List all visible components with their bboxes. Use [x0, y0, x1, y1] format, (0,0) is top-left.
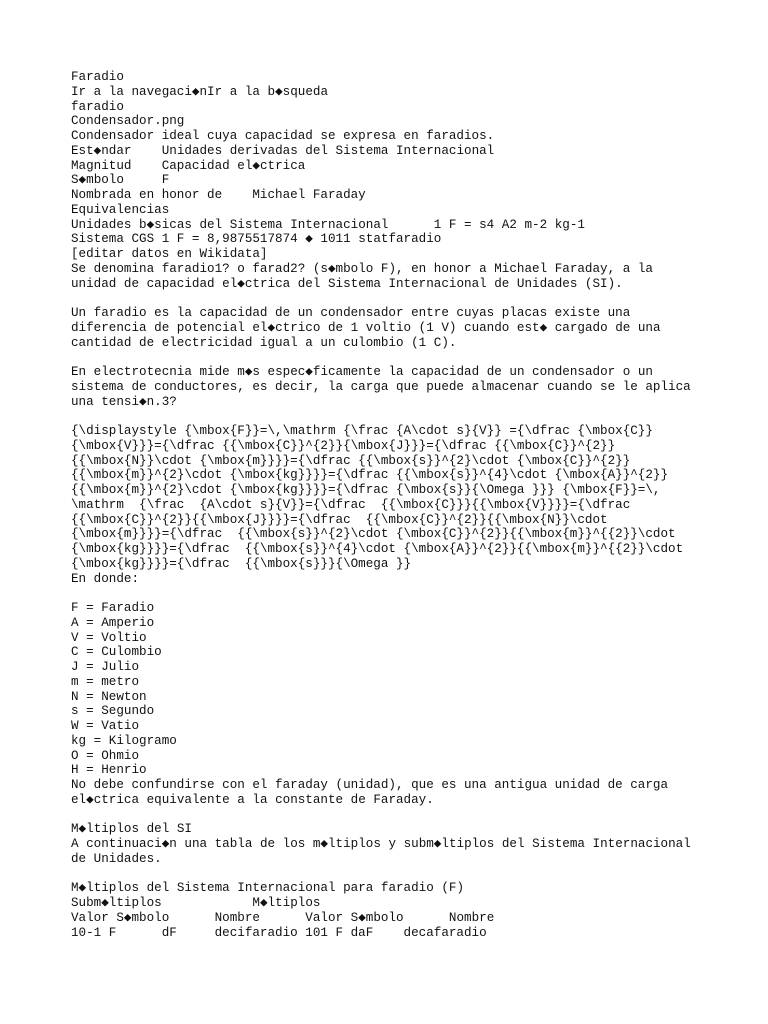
text-line: Magnitud Capacidad el◆ctrica [71, 158, 306, 173]
text-line: O = Ohmio [71, 748, 140, 763]
text-line: M◆ltiplos del Sistema Internacional para faradio (F) [71, 881, 465, 896]
text-line: kg = Kilogramo [71, 733, 177, 748]
text-line: {\mbox{V}}}={\dfrac {{\mbox{C}}^{2}}{\mbox{J}}}={\dfrac {{\mbox{C}}^{2}} [71, 438, 616, 453]
text-line: F = Faradio [71, 601, 155, 615]
text-line: {\mbox{m}}}}={\dfrac {{\mbox{s}}^{2}\cdot {\mbox{C}}^{2}}{{\mbox{m}}^{{2}}\cdot [71, 527, 676, 542]
text-line: {\mbox{kg}}}}={\dfrac {{\mbox{s}}}{\Omega }} [71, 556, 412, 571]
text-line: S◆mbolo F [71, 173, 170, 188]
text-line: Equivalencias [71, 202, 170, 217]
text-line: Se denomina faradio1? o farad2? (s◆mbolo F), en honor a Michael Faraday, a la [71, 261, 653, 276]
text-line: A = Amperio [71, 615, 155, 630]
text-line: {\displaystyle {\mbox{F}}=\,\mathrm {\frac {A\cdot s}{V}} ={\dfrac {\mbox{C}} [71, 424, 653, 438]
text-line: {{\mbox{C}}^{2}}{{\mbox{J}}}}={\dfrac {{\mbox{C}}^{2}}{{\mbox{N}}\cdot [71, 512, 608, 527]
text-line: {{\mbox{m}}^{2}\cdot {\mbox{kg}}}}={\dfrac {\mbox{s}}{\Omega }}} {\mbox{F}}=\, [71, 483, 661, 497]
text-line: una tensi◆n.3? [71, 394, 177, 409]
blank-line [71, 586, 711, 601]
text-line: Sistema CGS 1 F = 8,9875517874 ◆ 1011 statfaradio [71, 232, 442, 247]
text-line: J = Julio [71, 660, 140, 674]
blank-line [71, 808, 711, 823]
text-line: el◆ctrica equivalente a la constante de Faraday. [71, 792, 434, 807]
text-line: Unidades b◆sicas del Sistema Internacional 1 F = s4 A2 m-2 kg-1 [71, 217, 585, 232]
text-line: Un faradio es la capacidad de un condensador entre cuyas placas existe una [71, 306, 631, 320]
text-line: s = Segundo [71, 704, 155, 719]
blank-line [71, 409, 711, 424]
document-text [71, 70, 711, 940]
text-line: 10-1 F dF decifaradio 101 F daF decafaradio [71, 925, 487, 940]
text-line: cantidad de electricidad igual a un culombio (1 C). [71, 335, 457, 350]
text-line: En donde: [71, 571, 140, 586]
text-line: \mathrm {\frac {A\cdot s}{V}}={\dfrac {{\mbox{C}}}{{\mbox{V}}}}={\dfrac [71, 497, 631, 512]
text-line: Nombrada en honor de Michael Faraday [71, 188, 366, 202]
text-line: {{\mbox{N}}\cdot {\mbox{m}}}}={\dfrac {{\mbox{s}}^{2}\cdot {\mbox{C}}^{2}} [71, 453, 631, 468]
text-line: M◆ltiplos del SI [71, 822, 192, 837]
text-line: unidad de capacidad el◆ctrica del Sistema Internacional de Unidades (SI). [71, 276, 623, 291]
text-line: Valor S◆mbolo Nombre Valor S◆mbolo Nombre [71, 910, 495, 925]
text-line: {{\mbox{m}}^{2}\cdot {\mbox{kg}}}}={\dfrac {{\mbox{s}}^{4}\cdot {\mbox{A}}^{2}} [71, 468, 669, 483]
text-line: faradio [71, 99, 124, 114]
text-line: No debe confundirse con el faraday (unidad), que es una antigua unidad de carga [71, 778, 669, 792]
text-line: V = Voltio [71, 630, 147, 645]
text-line: Condensador ideal cuya capacidad se expresa en faradios. [71, 129, 495, 143]
blank-line [71, 291, 711, 306]
text-line: Ir a la navegaci◆nIr a la b◆squeda [71, 84, 329, 99]
text-line: m = metro [71, 674, 140, 689]
text-line: {\mbox{kg}}}}={\dfrac {{\mbox{s}}^{4}\cdot {\mbox{A}}^{2}}{{\mbox{m}}^{{2}}\cdot [71, 542, 684, 556]
text-line: diferencia de potencial el◆ctrico de 1 voltio (1 V) cuando est◆ cargado de una [71, 320, 661, 335]
text-line: Faradio [71, 70, 124, 84]
text-line: [editar datos en Wikidata] [71, 247, 268, 261]
text-line: Est◆ndar Unidades derivadas del Sistema Internacional [71, 143, 495, 158]
text-line: En electrotecnia mide m◆s espec◆ficamente la capacidad de un condensador o un [71, 365, 653, 379]
text-line: W = Vatio [71, 719, 140, 733]
blank-line [71, 867, 711, 882]
blank-line [71, 350, 711, 365]
text-line: Subm◆ltiplos M◆ltiplos [71, 896, 321, 910]
text-line: C = Culombio [71, 645, 162, 660]
text-line: A continuaci◆n una tabla de los m◆ltiplos y subm◆ltiplos del Sistema Internacional [71, 837, 691, 851]
text-line: N = Newton [71, 689, 147, 704]
text-line: Condensador.png [71, 114, 185, 129]
text-line: H = Henrio [71, 763, 147, 778]
text-line: de Unidades. [71, 851, 162, 866]
text-line: sistema de conductores, es decir, la carga que puede almacenar cuando se le aplica [71, 379, 691, 394]
